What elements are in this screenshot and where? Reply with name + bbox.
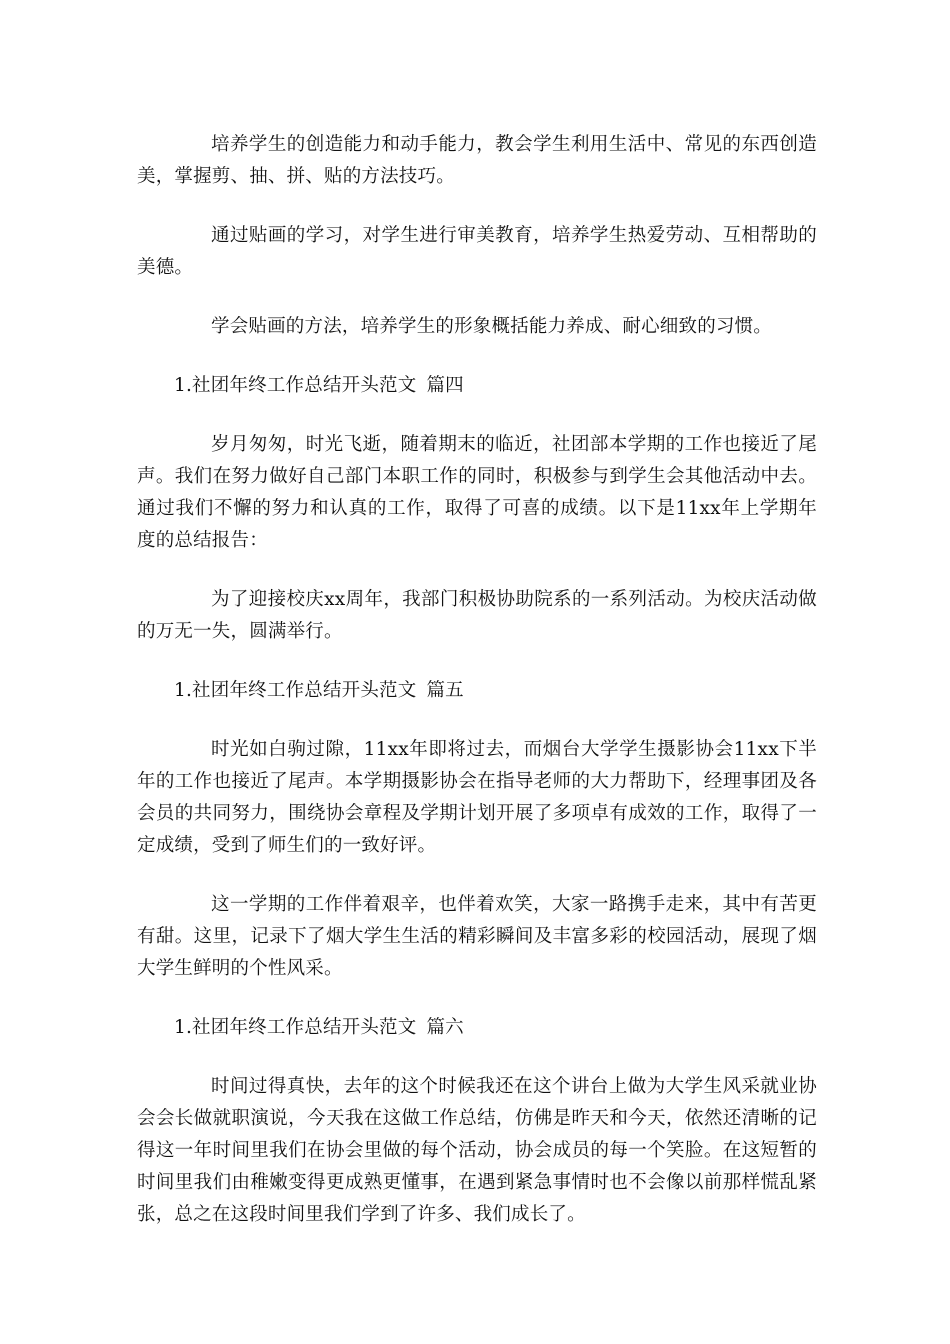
- section-heading-title: 1.社团年终工作总结开头范文: [174, 1017, 417, 1038]
- paragraph-3: 学会贴画的方法，培养学生的形象概括能力养成、耐心细致的习惯。: [211, 316, 773, 337]
- document-page: [137, 129, 817, 1258]
- paragraph-5: 为了迎接校庆xx周年，我部门积极协助院系的一系列活动。为校庆活动做的万无一失，圆满举行。: [137, 589, 817, 642]
- section-heading-title: 1.社团年终工作总结开头范文: [174, 680, 417, 701]
- section-heading-6: [137, 1012, 817, 1044]
- paragraph-6: 时光如白驹过隙，11xx年即将过去，而烟台大学学生摄影协会11xx下半年的工作也接近了尾声。本学期摄影协会在指导老师的大力帮助下，经理事团及各会员的共同努力，围绕协会章程及学期计划开展了多项卓有成效的工作，取得了一定成绩，受到了师生们的一致好评。: [137, 739, 817, 856]
- paragraph-4: 岁月匆匆，时光飞逝，随着期末的临近，社团部本学期的工作也接近了尾声。我们在努力做好自己部门本职工作的同时，积极参与到学生会其他活动中去。通过我们不懈的努力和认真的工作，取得了可喜的成绩。以下是11xx年上学期年度的总结报告：: [137, 434, 817, 551]
- section-heading-suffix: 篇四: [426, 375, 464, 396]
- paragraph-7: 这一学期的工作伴着艰辛，也伴着欢笑，大家一路携手走来，其中有苦更有甜。这里，记录下了烟大学生生活的精彩瞬间及丰富多彩的校园活动，展现了烟大学生鲜明的个性风采。: [137, 894, 817, 979]
- section-heading-5: [137, 675, 817, 707]
- section-heading-title: 1.社团年终工作总结开头范文: [174, 375, 417, 396]
- paragraph-8: 时间过得真快，去年的这个时候我还在这个讲台上做为大学生风采就业协会会长做就职演说，今天我在这做工作总结，仿佛是昨天和今天，依然还清晰的记得这一年时间里我们在协会里做的每个活动，协会成员的每一个笑脸。在这短暂的时间里我们由稚嫩变得更成熟更懂事，在遇到紧急事情时也不会像以前那样慌乱紧张，总之在这段时间里我们学到了许多、我们成长了。: [137, 1076, 817, 1225]
- paragraph-2: 通过贴画的学习，对学生进行审美教育，培养学生热爱劳动、互相帮助的美德。: [137, 225, 817, 278]
- section-heading-4: [137, 370, 817, 402]
- section-heading-suffix: 篇六: [426, 1017, 464, 1038]
- section-heading-suffix: 篇五: [426, 680, 464, 701]
- paragraph-1: 培养学生的创造能力和动手能力，教会学生利用生活中、常见的东西创造美，掌握剪、抽、拼、贴的方法技巧。: [137, 134, 817, 187]
